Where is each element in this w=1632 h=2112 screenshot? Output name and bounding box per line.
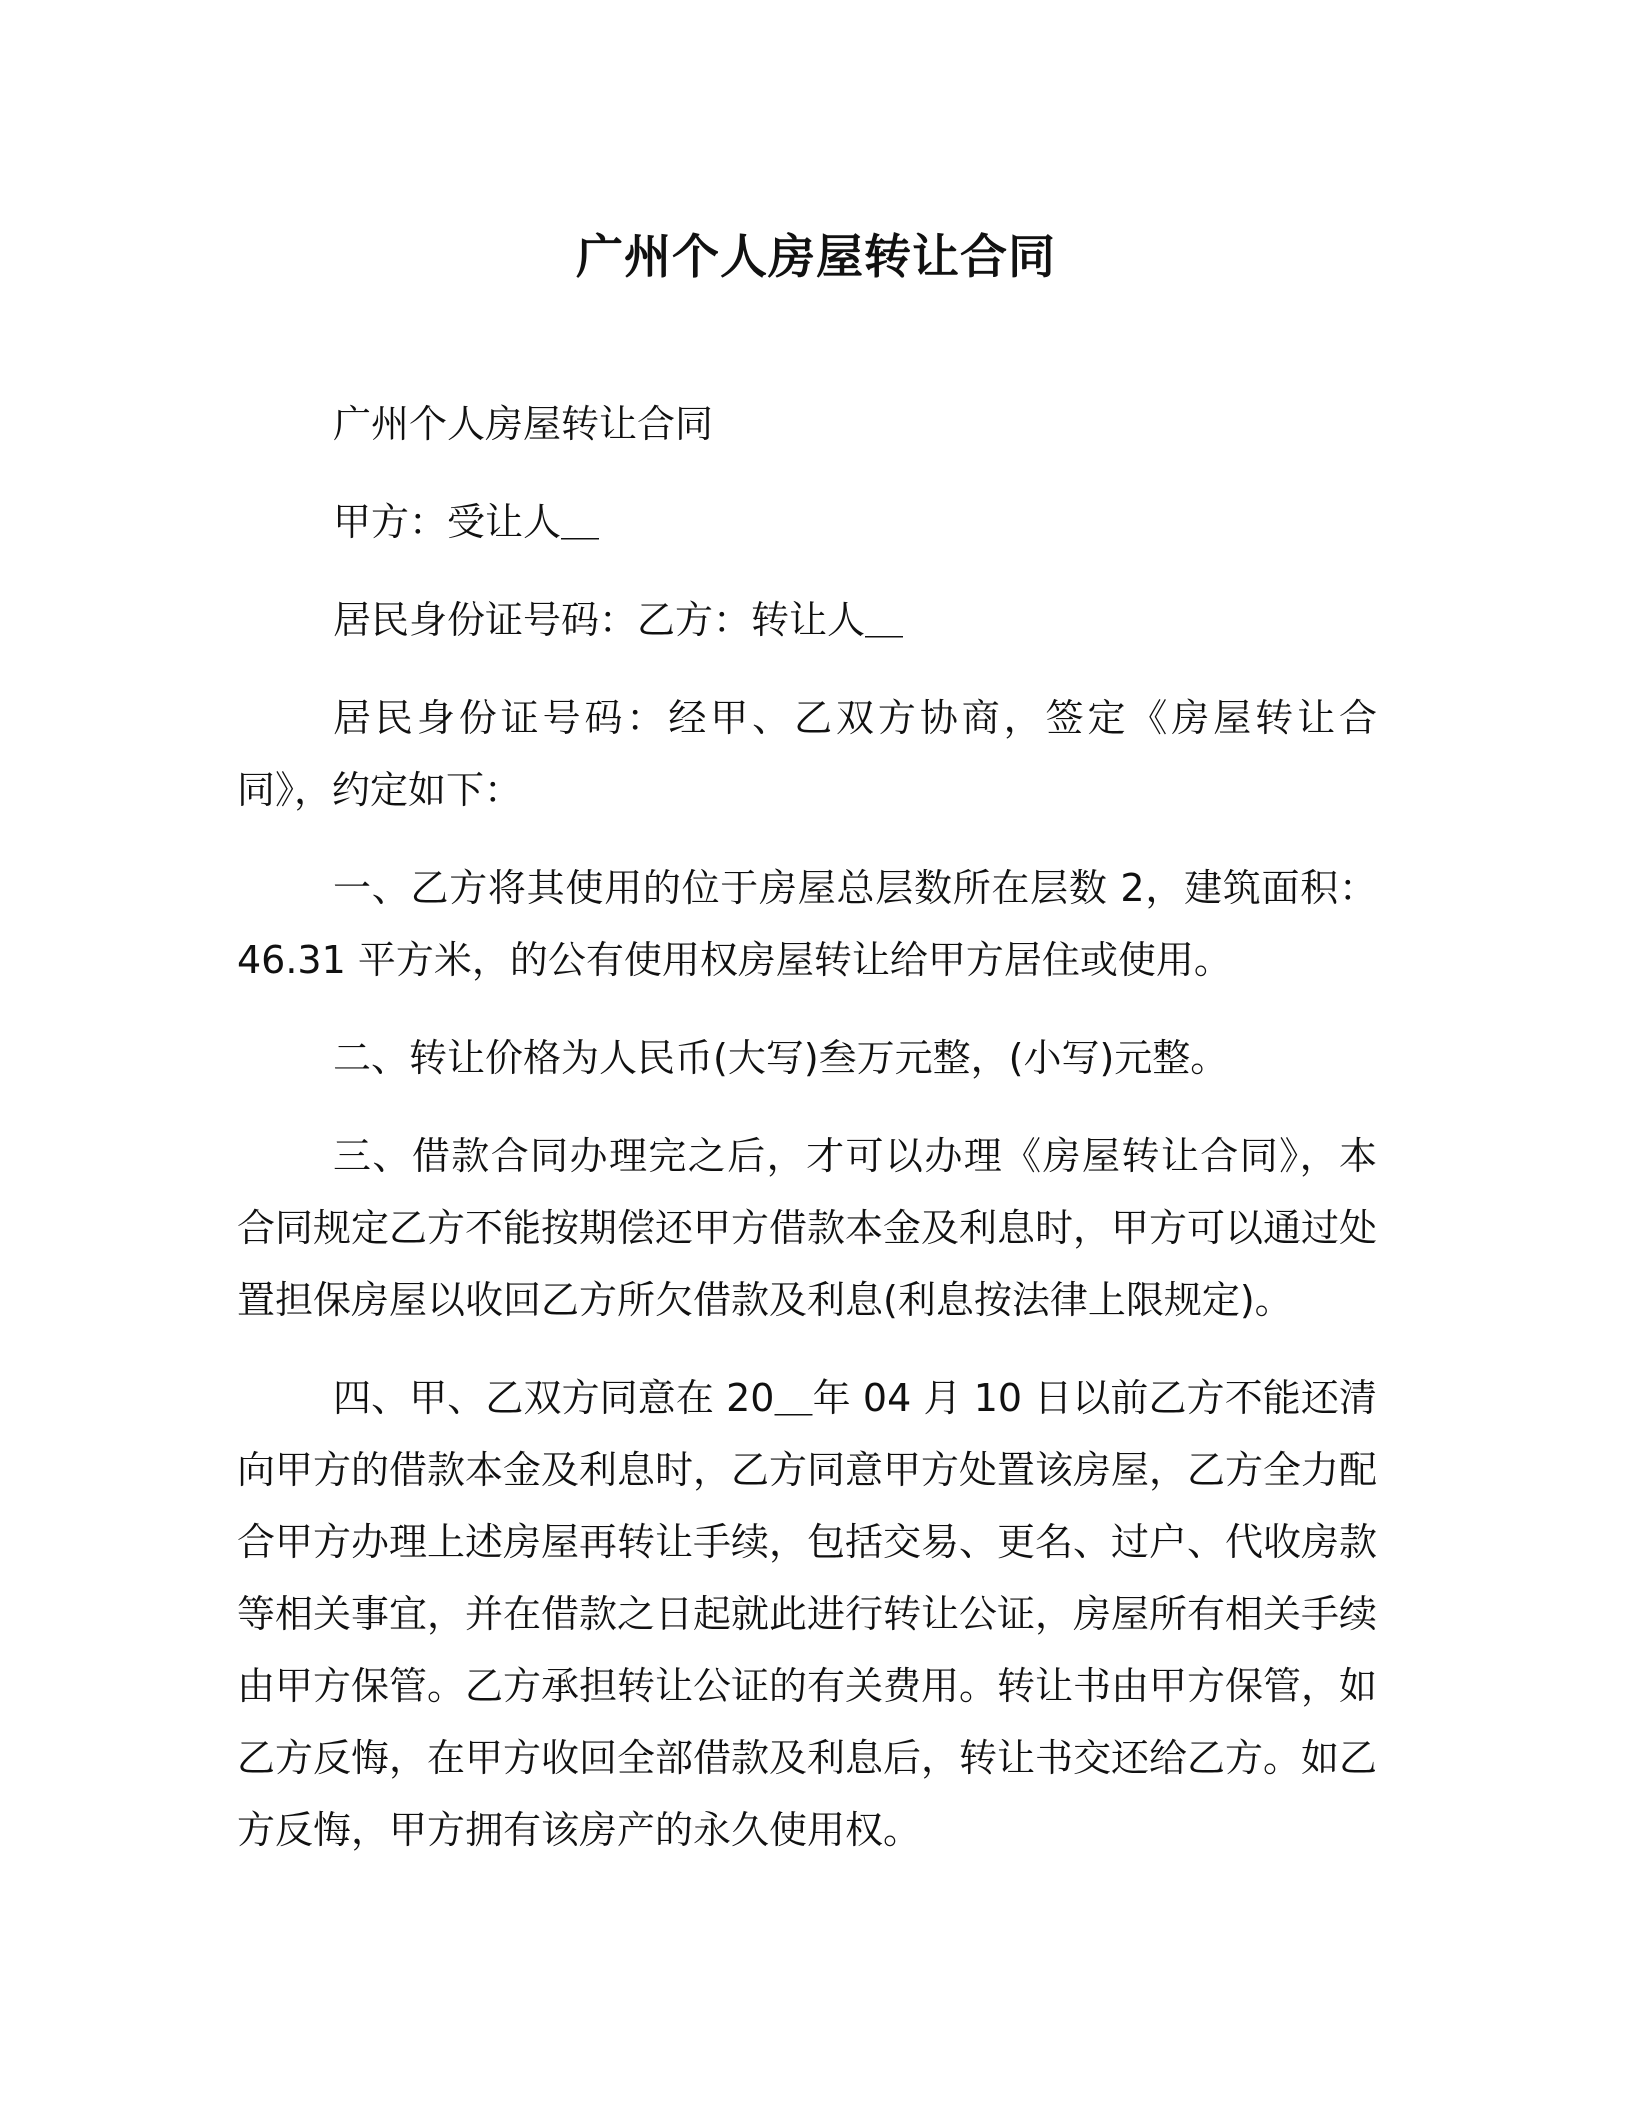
paragraph-clause-3: 三、借款合同办理完之后，才可以办理《房屋转让合同》，本合同规定乙方不能按期偿还甲方借款本金及利息时，甲方可以通过处置担保房屋以收回乙方所欠借款及利息(利息按法律上限规定)。 <box>237 1134 1378 1322</box>
paragraph-party-a: 甲方：受让人＿ <box>333 500 600 544</box>
paragraph-party-b: 居民身份证号码：乙方：转让人＿ <box>333 598 904 642</box>
document-title: 广州个人房屋转让合同 <box>576 230 1056 285</box>
paragraph-clause-1: 一、乙方将其使用的位于房屋总层数所在层数 2，建筑面积：46.31 平方米，的公有使用权房屋转让给甲方居住或使用。 <box>237 866 1377 982</box>
paragraph-heading-repeat: 广州个人房屋转让合同 <box>333 402 714 446</box>
paragraph-clause-2: 二、转让价格为人民币(大写)叁万元整，(小写)元整。 <box>333 1036 1229 1080</box>
paragraph-agreement-intro: 居民身份证号码：经甲、乙双方协商，签定《房屋转让合同》，约定如下： <box>237 696 1377 812</box>
paragraph-clause-4: 四、甲、乙双方同意在 20＿年 04 月 10 日以前乙方不能还清向甲方的借款本金及利息时，乙方同意甲方处置该房屋，乙方全力配合甲方办理上述房屋再转让手续，包括交易、更名、过户、代收房款等相关事宜，并在借款之日起就此进行转让公证，房屋所有相关手续由甲方保管。乙方承担转让公证的有关费用。转让书由甲方保管，如乙方反悔，在甲方收回全部借款及利息后，转让书交还给乙方。如乙方反悔，甲方拥有该房产的永久使用权。 <box>237 1376 1378 1852</box>
